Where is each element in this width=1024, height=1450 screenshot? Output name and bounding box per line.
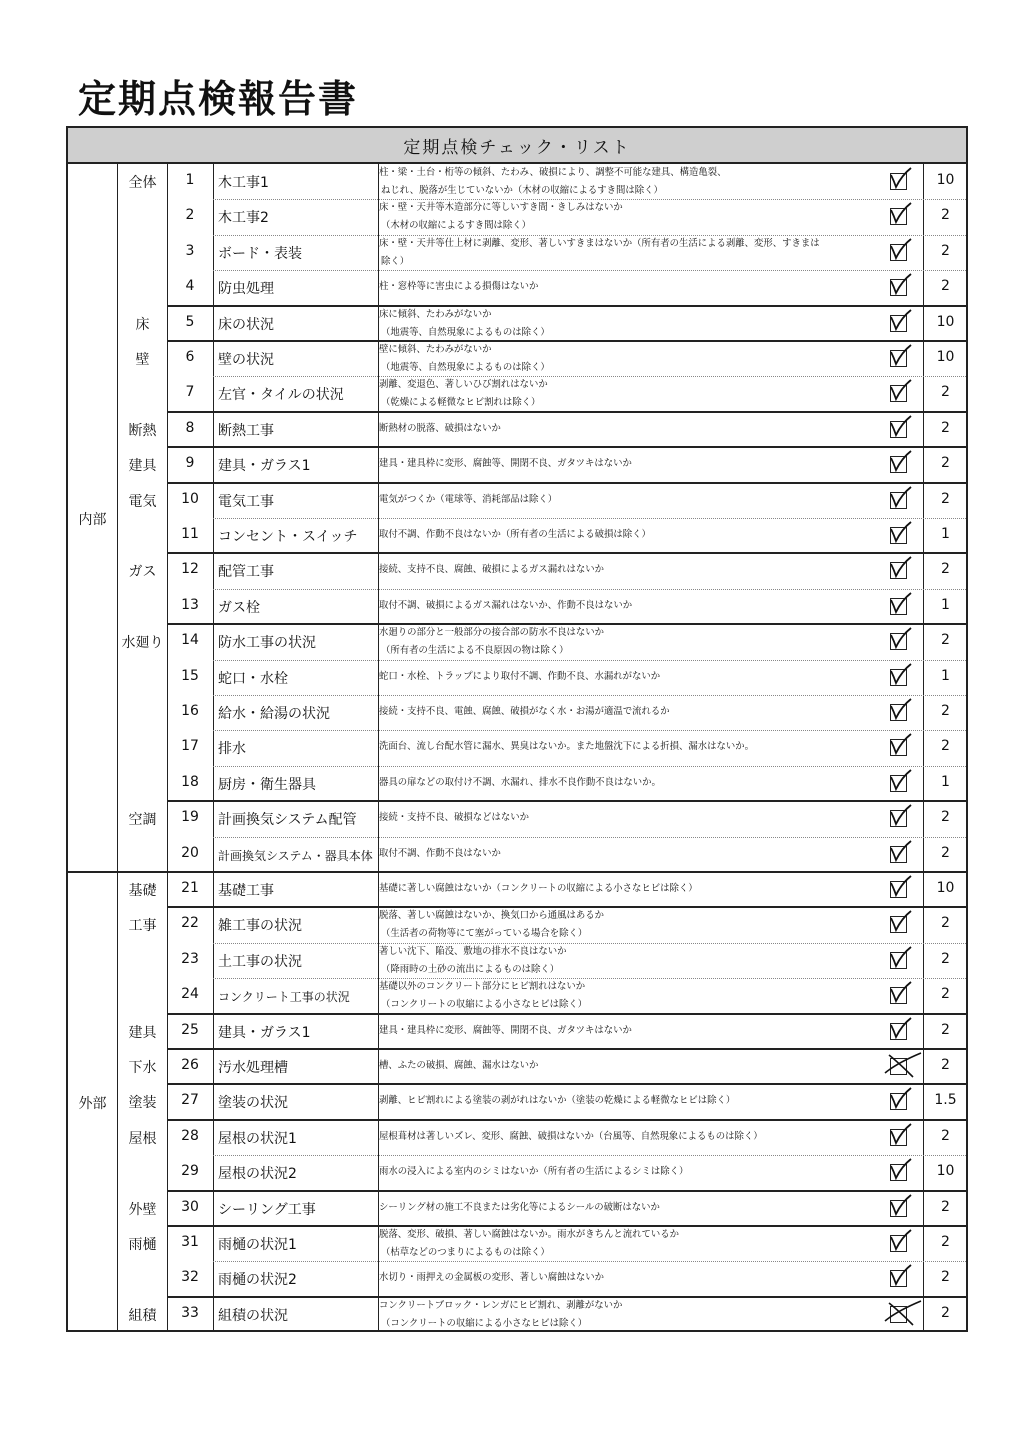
score-value: 2 xyxy=(941,1021,950,1038)
score-value: 1 xyxy=(941,667,950,684)
item-name: 断熱工事 xyxy=(218,422,274,439)
category-label: 屋根 xyxy=(128,1130,157,1147)
item-description xyxy=(379,668,879,686)
item-number: 18 xyxy=(181,773,199,790)
item-number: 29 xyxy=(181,1163,199,1180)
category-label: 塗装 xyxy=(128,1095,157,1112)
check-mark-icon xyxy=(887,237,917,263)
check-mark-icon xyxy=(887,343,917,369)
description-line: （生活者の荷物等にて塞がっている場合を除く） xyxy=(381,928,588,940)
item-description xyxy=(379,1226,879,1262)
item-name: 塗装の状況 xyxy=(218,1095,288,1112)
check-mark-icon xyxy=(887,1263,917,1289)
description-line: 脱落、変形、破損、著しい腐蝕はないか。雨水がきちんと流れているか xyxy=(379,1229,680,1240)
cross-mark-icon xyxy=(887,1051,917,1077)
category-label: 基礎 xyxy=(128,883,157,899)
item-number: 3 xyxy=(185,242,195,259)
item-description xyxy=(379,376,879,412)
check-mark-icon xyxy=(887,768,917,794)
item-number: 26 xyxy=(181,1057,199,1073)
item-name: 計画換気システム配管 xyxy=(218,812,357,829)
item-description xyxy=(379,420,879,438)
check-mark-icon xyxy=(887,662,917,688)
description-line: 剥離、ヒビ割れによる塗装の剥がれはないか（塗装の乾燥による軽微なヒビは除く） xyxy=(379,1095,736,1107)
cross-mark-icon xyxy=(887,1299,917,1325)
item-number: 22 xyxy=(181,915,199,932)
check-mark-icon xyxy=(887,308,917,334)
score-value: 1 xyxy=(941,773,950,790)
description-line: 雨水の浸入による室内のシミはないか（所有者の生活によるシミは除く） xyxy=(379,1166,689,1178)
score-value: 2 xyxy=(941,1304,950,1321)
description-line: 取付不調、作動不良はないか xyxy=(379,847,501,859)
item-name: 雑工事の状況 xyxy=(218,918,302,935)
item-name: 床の状況 xyxy=(218,316,274,333)
score-value: 1 xyxy=(941,526,950,542)
check-mark-icon xyxy=(887,201,917,227)
check-mark-icon xyxy=(887,626,917,652)
score-value: 2 xyxy=(941,1057,950,1073)
item-name: 給水・給湯の状況 xyxy=(218,706,330,722)
description-line: （降雨時の土砂の流出によるものは除く） xyxy=(381,963,560,975)
item-description xyxy=(379,624,879,660)
item-description xyxy=(379,1128,879,1146)
item-description xyxy=(379,278,879,296)
description-line: 接続、支持不良、腐蝕、破損によるガス漏れはないか xyxy=(379,564,605,576)
category-label: 壁 xyxy=(135,352,150,368)
item-name: 計画換気システム・器具本体 xyxy=(218,848,373,863)
item-number: 15 xyxy=(181,667,199,684)
check-mark-icon xyxy=(887,980,917,1006)
description-line: 床に傾斜、たわみがないか xyxy=(379,308,492,320)
score-value: 2 xyxy=(941,632,950,649)
score-value: 2 xyxy=(941,419,950,436)
item-description xyxy=(379,164,879,200)
check-mark-icon xyxy=(887,166,917,192)
description-line: 洗面台、流し台配水管に漏水、異臭はないか。また地盤沈下による折損、漏水はないか。 xyxy=(379,741,755,753)
description-line: （地震等、自然現象によるものは除く） xyxy=(381,362,550,373)
description-line: 柱・窓枠等に害虫による損傷はないか xyxy=(379,281,539,293)
description-line: （地震等、自然現象によるものは除く） xyxy=(381,326,550,338)
item-number: 12 xyxy=(181,561,199,578)
item-description xyxy=(379,943,879,979)
item-number: 23 xyxy=(181,950,199,967)
description-line: 槽、ふたの破損、腐蝕、漏水はないか xyxy=(379,1060,539,1071)
category-label: 電気 xyxy=(128,493,157,510)
score-value: 10 xyxy=(936,1163,955,1180)
description-line: （所有者の生活による不良原因の物は除く） xyxy=(381,645,569,657)
category-label: 下水 xyxy=(128,1060,157,1076)
item-number: 24 xyxy=(181,986,199,1003)
item-name: コンクリート工事の状況 xyxy=(218,990,350,1005)
check-mark-icon xyxy=(887,378,917,404)
item-number: 33 xyxy=(181,1304,199,1321)
score-value: 2 xyxy=(941,1198,950,1215)
score-value: 10 xyxy=(936,313,955,330)
description-line: 基礎以外のコンクリート部分にヒビ割れはないか xyxy=(379,981,586,993)
item-description xyxy=(379,199,879,235)
item-name: 屋根の状況1 xyxy=(218,1130,297,1147)
category-label: 建具 xyxy=(128,1024,157,1041)
description-line: 蛇口・水栓、トラップにより取付不調、作動不良、水漏れがないか xyxy=(379,670,661,682)
item-number: 17 xyxy=(181,738,199,755)
item-description xyxy=(379,1297,879,1333)
item-name: 建具・ガラス1 xyxy=(218,458,311,475)
description-line: 脱落、著しい腐蝕はないか、換気口から通風はあるか xyxy=(379,910,605,922)
item-number: 16 xyxy=(181,703,199,719)
item-description xyxy=(379,455,879,473)
item-description xyxy=(379,306,879,342)
check-mark-icon xyxy=(887,697,917,723)
item-name: ボード・表装 xyxy=(218,245,302,262)
item-number: 1 xyxy=(185,172,195,188)
check-mark-icon xyxy=(887,874,917,900)
description-line: 建具・建具枠に変形、腐蝕等、開閉不良、ガタツキはないか xyxy=(379,458,632,470)
item-description xyxy=(379,774,879,792)
category-label: 全体 xyxy=(128,175,157,191)
category-label: 断熱 xyxy=(128,422,157,439)
description-line: 壁に傾斜、たわみがないか xyxy=(379,344,492,355)
item-description xyxy=(379,1269,879,1287)
item-number: 5 xyxy=(185,313,195,330)
description-line: ねじれ、脱落が生じていないか（木材の収縮によるすき間は除く） xyxy=(381,185,663,196)
item-description xyxy=(379,1092,879,1110)
description-line: 接続・支持不良、電蝕、腐蝕、破損がなく水・お湯が適温で流れるか xyxy=(379,706,670,717)
item-description xyxy=(379,597,879,615)
description-line: 柱・梁・土台・桁等の傾斜、たわみ、破損により、調整不可能な建具、構造亀裂、 xyxy=(379,167,727,178)
score-value: 2 xyxy=(941,490,950,507)
check-mark-icon xyxy=(887,839,917,865)
item-number: 11 xyxy=(181,526,199,542)
item-number: 13 xyxy=(181,596,199,613)
zone-label: 内部 xyxy=(78,512,107,528)
check-mark-icon xyxy=(887,414,917,440)
score-value: 2 xyxy=(941,950,950,967)
item-number: 30 xyxy=(181,1198,199,1215)
item-name: 配管工事 xyxy=(218,564,274,581)
category-label: 組積 xyxy=(128,1307,157,1324)
item-number: 21 xyxy=(181,880,199,896)
item-description xyxy=(379,907,879,943)
score-value: 2 xyxy=(941,242,950,259)
score-value: 2 xyxy=(941,1234,950,1250)
check-mark-icon xyxy=(887,1193,917,1219)
check-mark-icon xyxy=(887,1122,917,1148)
item-description xyxy=(379,491,879,509)
item-description xyxy=(379,235,879,271)
score-value: 2 xyxy=(941,703,950,719)
item-name: 厨房・衛生器具 xyxy=(218,776,316,793)
description-line: 接続・支持不良、破損などはないか xyxy=(379,812,530,824)
item-description xyxy=(379,526,879,544)
description-line: 断熱材の脱落、破損はないか xyxy=(379,422,501,434)
category-label: 外壁 xyxy=(128,1201,157,1218)
item-name: 蛇口・水栓 xyxy=(218,670,288,687)
category-label: ガス xyxy=(128,564,157,581)
item-name: 木工事2 xyxy=(218,210,269,227)
description-line: 器具の扉などの取付け不調、水漏れ、排水不良作動不良はないか。 xyxy=(379,776,661,788)
score-value: 10 xyxy=(936,172,955,188)
score-value: 2 xyxy=(941,561,950,578)
item-description xyxy=(379,845,879,863)
check-mark-icon xyxy=(887,1157,917,1183)
check-mark-icon xyxy=(887,485,917,511)
check-mark-icon xyxy=(887,1086,917,1112)
item-description xyxy=(379,880,879,898)
item-number: 20 xyxy=(181,844,199,861)
score-value: 10 xyxy=(936,880,955,896)
item-number: 28 xyxy=(181,1127,199,1144)
item-name: 屋根の状況2 xyxy=(218,1166,297,1183)
item-name: 木工事1 xyxy=(218,175,269,191)
description-line: 床・壁・天井等木造部分に等しいすき間・きしみはないか xyxy=(379,202,623,214)
score-value: 2 xyxy=(941,915,950,932)
item-number: 6 xyxy=(185,349,195,365)
description-line: 取付不調、破損によるガス漏れはないか、作動不良はないか xyxy=(379,599,633,611)
check-mark-icon xyxy=(887,909,917,935)
item-description xyxy=(379,978,879,1014)
item-name: 防虫処理 xyxy=(218,281,274,298)
item-number: 32 xyxy=(181,1269,199,1286)
check-mark-icon xyxy=(887,732,917,758)
item-number: 10 xyxy=(181,490,199,507)
item-number: 8 xyxy=(185,419,195,436)
description-line: 剥離、変退色、著しいひび割れはないか xyxy=(379,379,548,391)
description-line: 屋根葺材は著しいズレ、変形、腐蝕、破損はないか（台風等、自然現象によるものは除く） xyxy=(379,1130,763,1142)
description-line: シーリング材の施工不良または劣化等によるシールの破断はないか xyxy=(379,1201,660,1213)
score-value: 2 xyxy=(941,738,950,755)
score-value: 2 xyxy=(941,809,950,826)
item-description xyxy=(379,1022,879,1040)
check-mark-icon xyxy=(887,272,917,298)
score-value: 1.5 xyxy=(934,1092,957,1109)
item-name: 壁の状況 xyxy=(218,352,274,368)
score-value: 2 xyxy=(941,384,950,401)
item-number: 9 xyxy=(185,455,195,472)
item-number: 2 xyxy=(185,207,195,224)
item-name: シーリング工事 xyxy=(218,1201,316,1218)
description-line: （コンクリートの収縮による小さなヒビは除く） xyxy=(381,1317,588,1329)
table-header xyxy=(68,128,966,164)
check-mark-icon xyxy=(887,520,917,546)
check-mark-icon xyxy=(887,449,917,475)
item-description xyxy=(379,341,879,377)
description-line: 除く） xyxy=(381,255,410,267)
item-name: 組積の状況 xyxy=(218,1307,288,1324)
checklist-table xyxy=(66,126,968,1332)
item-name: 防水工事の状況 xyxy=(218,635,316,652)
description-line: （木材の収縮によるすき間は除く） xyxy=(381,220,532,232)
check-mark-icon xyxy=(887,591,917,617)
item-description xyxy=(379,703,879,721)
description-line: 建具・建具枠に変形、腐蝕等、開閉不良、ガタツキはないか xyxy=(379,1024,632,1036)
check-mark-icon xyxy=(887,555,917,581)
item-name: 基礎工事 xyxy=(218,883,274,899)
score-value: 2 xyxy=(941,844,950,861)
description-line: 水廻りの部分と一般部分の接合部の防水不良はないか xyxy=(379,627,605,639)
description-line: （乾燥による軽微なヒビ割れは除く） xyxy=(381,397,541,409)
item-number: 25 xyxy=(181,1021,199,1038)
description-line: コンクリートブロック・レンガにヒビ割れ、剥離がないか xyxy=(379,1299,623,1311)
category-label: 建具 xyxy=(128,458,157,475)
item-number: 14 xyxy=(181,632,199,649)
item-description xyxy=(379,1199,879,1217)
check-mark-icon xyxy=(887,803,917,829)
score-value: 2 xyxy=(941,1269,950,1286)
check-mark-icon xyxy=(887,1016,917,1042)
score-value: 2 xyxy=(941,1127,950,1144)
document-title: 定期点検報告書 xyxy=(78,77,359,121)
item-description xyxy=(379,1057,879,1075)
description-line: 床・壁・天井等仕上材に剥離、変形、著しいすきまはないか（所有者の生活による剥離、変形、すきまは xyxy=(379,237,820,249)
item-name: 土工事の状況 xyxy=(218,953,302,970)
item-number: 31 xyxy=(181,1234,199,1250)
item-name: 左官・タイルの状況 xyxy=(218,387,344,404)
check-mark-icon xyxy=(887,945,917,971)
category-label: 床 xyxy=(135,316,150,333)
item-name: 電気工事 xyxy=(218,493,274,510)
score-value: 10 xyxy=(936,349,955,365)
description-line: （枯草などのつまりによるものは除く） xyxy=(381,1247,550,1258)
item-name: コンセント・スイッチ xyxy=(218,529,358,545)
category-label: 空調 xyxy=(128,812,157,829)
item-number: 4 xyxy=(185,278,195,295)
check-mark-icon xyxy=(887,1228,917,1254)
item-description xyxy=(379,561,879,579)
score-value: 2 xyxy=(941,278,950,295)
item-number: 7 xyxy=(185,384,195,401)
item-name: 建具・ガラス1 xyxy=(218,1024,311,1041)
description-line: 基礎に著しい腐蝕はないか（コンクリートの収縮による小さなヒビは除く） xyxy=(379,883,698,894)
category-label: 雨樋 xyxy=(128,1237,157,1253)
score-value: 2 xyxy=(941,207,950,224)
score-value: 1 xyxy=(941,596,950,613)
table-title: 定期点検チェック・リスト xyxy=(403,137,631,158)
item-description xyxy=(379,809,879,827)
description-line: 電気がつくか（電球等、消耗部品は除く） xyxy=(379,493,558,505)
item-number: 19 xyxy=(181,809,199,826)
item-description xyxy=(379,738,879,756)
zone-label: 外部 xyxy=(78,1096,107,1113)
item-number: 27 xyxy=(181,1092,199,1109)
item-name: ガス栓 xyxy=(218,599,260,616)
item-name: 雨樋の状況2 xyxy=(218,1272,297,1289)
score-value: 2 xyxy=(941,986,950,1003)
item-name: 雨樋の状況1 xyxy=(218,1237,297,1253)
item-description xyxy=(379,1163,879,1181)
score-value: 2 xyxy=(941,455,950,472)
description-line: 水切り・雨押えの金属板の変形、著しい腐蝕はないか xyxy=(379,1272,605,1284)
category-label: 工事 xyxy=(128,918,157,935)
item-name: 排水 xyxy=(218,741,246,758)
category-label: 水廻り xyxy=(121,635,164,652)
description-line: 取付不調、作動不良はないか（所有者の生活による破損は除く） xyxy=(379,529,651,540)
description-line: （コンクリートの収縮による小さなヒビは除く） xyxy=(381,999,588,1011)
description-line: 著しい沈下、陥没、敷地の排水不良はないか xyxy=(379,945,567,957)
item-name: 汚水処理槽 xyxy=(218,1060,288,1076)
